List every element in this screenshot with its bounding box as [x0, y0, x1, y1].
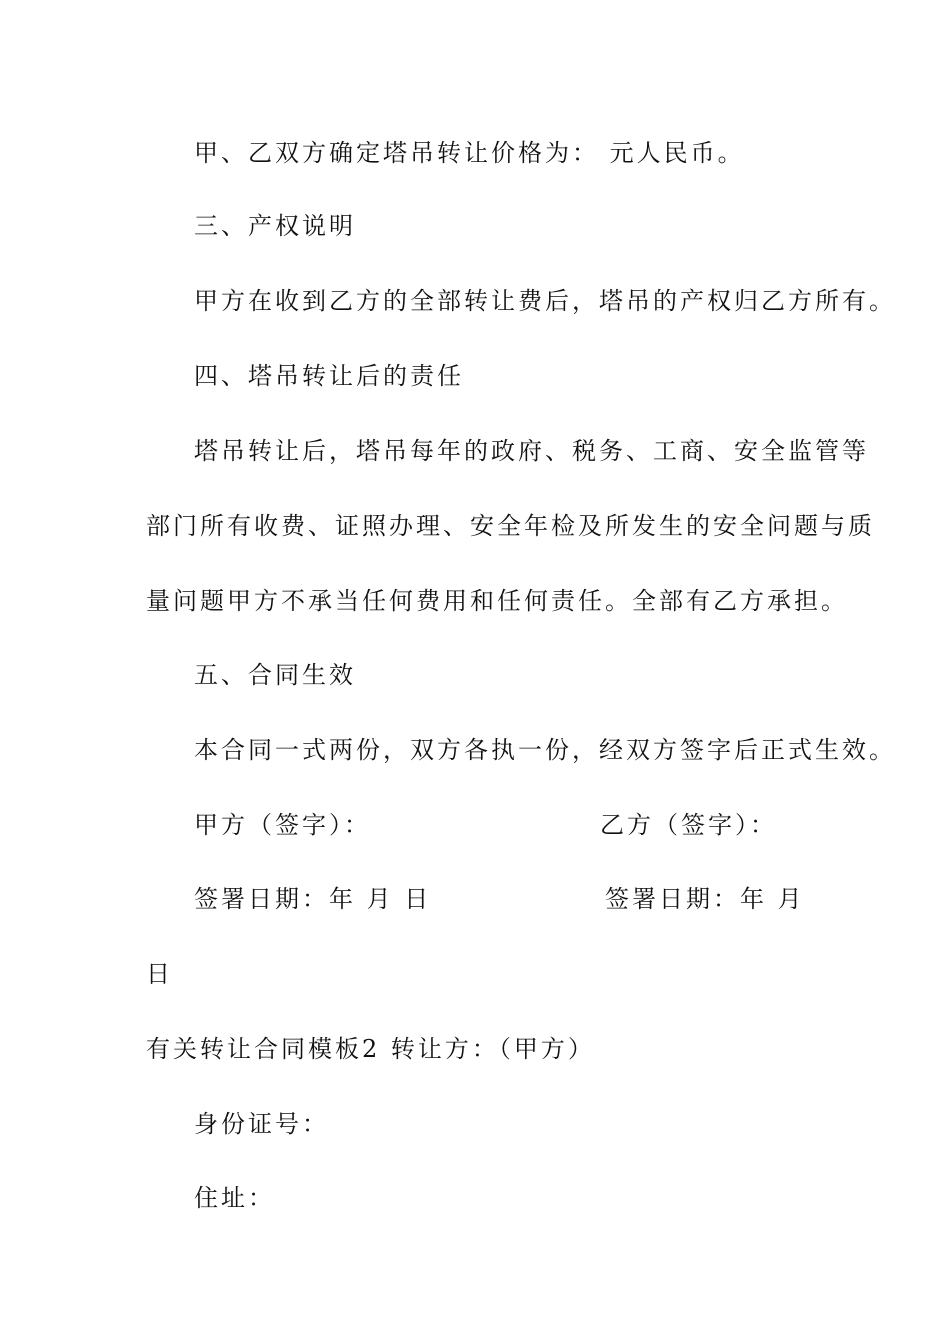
section-heading-effectiveness: 五、合同生效: [194, 661, 356, 689]
liability-paragraph-line-3: 量问题甲方不承当任何费用和任何责任。全部有乙方承担。: [146, 587, 848, 615]
section-heading-liability: 四、塔吊转让后的责任: [194, 362, 464, 390]
party-b-signature-label: 乙方（签字）：: [600, 811, 777, 839]
id-number-label: 身份证号：: [194, 1110, 329, 1138]
property-paragraph: 甲方在收到乙方的全部转让费后，塔吊的产权归乙方所有。: [194, 287, 896, 315]
liability-paragraph-line-2: 部门所有收费、证照办理、安全年检及所发生的安全问题与质: [146, 512, 875, 540]
liability-paragraph-line-1: 塔吊转让后，塔吊每年的政府、税务、工商、安全监管等: [194, 437, 869, 465]
party-a-signature-label: 甲方（签字）：: [194, 811, 371, 839]
effectiveness-paragraph: 本合同一式两份，双方各执一份，经双方签字后正式生效。: [194, 736, 896, 764]
party-b-date-label: 签署日期：年 月: [605, 885, 805, 913]
price-line: 甲、乙双方确定塔吊转让价格为： 元人民币。: [194, 139, 745, 167]
party-a-date-label: 签署日期：年 月 日: [194, 885, 432, 913]
address-label: 住址：: [194, 1184, 275, 1212]
party-b-date-tail: 日: [146, 960, 173, 988]
section-heading-property: 三、产权说明: [194, 212, 356, 240]
template-2-heading: 有关转让合同模板2 转让方：（甲方）: [146, 1035, 595, 1063]
